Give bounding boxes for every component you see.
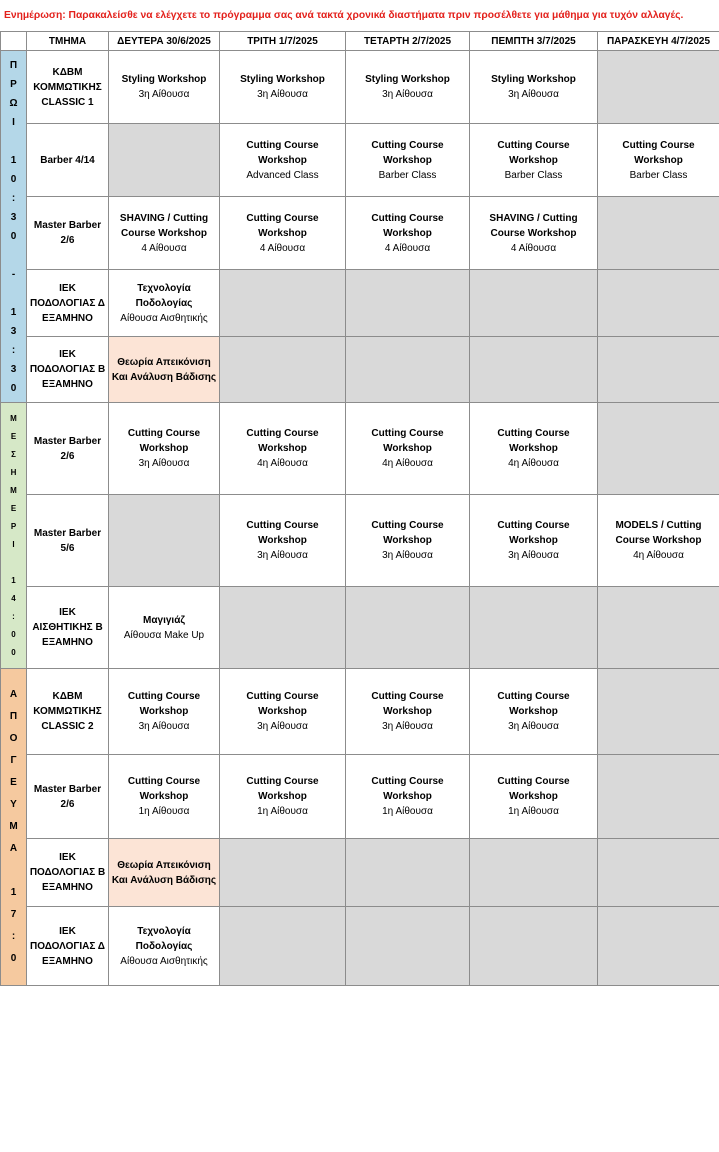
class-slot-tuesday (220, 755, 346, 839)
empty-slot-friday (598, 907, 719, 986)
course-room: 3η Αίθουσα (508, 550, 559, 561)
course-title: Θεωρία Απεικόνιση Και Ανάλυση Βάδισης (111, 356, 217, 383)
class-slot-monday (109, 839, 220, 907)
session-label-char: Π (9, 59, 18, 71)
course-title: Θεωρία Απεικόνιση Και Ανάλυση Βάδισης (111, 859, 217, 886)
course-room: 3η Αίθουσα (138, 89, 190, 100)
course-room: 1η Αίθουσα (382, 806, 433, 817)
class-slot-friday (598, 124, 719, 197)
session-label-char: Ο (9, 733, 18, 744)
course-title: Cutting Course Workshop (497, 691, 570, 717)
session-label-char: 1 (10, 306, 17, 318)
class-slot-tuesday (220, 495, 346, 587)
header-row (1, 32, 719, 51)
course-room: 4 Αίθουσα (384, 242, 431, 254)
empty-slot-tuesday (220, 587, 346, 669)
course-title: Cutting Course Workshop (246, 691, 319, 717)
empty-slot-wednesday (346, 907, 470, 986)
course-title: Styling Workshop (121, 74, 207, 85)
group-name: Master Barber 5/6 (27, 495, 109, 587)
class-slot-thursday (470, 495, 598, 587)
table-row (1, 270, 719, 337)
class-slot-thursday (470, 51, 598, 124)
class-slot-wednesday (346, 755, 470, 839)
class-slot-wednesday (346, 669, 470, 755)
course-title: Μαγιγιάζ (143, 614, 185, 626)
course-title: Cutting Course Workshop (371, 212, 444, 239)
group-name: ΙΕΚ ΠΟΔΟΛΟΓΙΑΣ Δ ΕΞΑΜΗΝΟ (27, 907, 109, 986)
empty-slot-friday (598, 270, 719, 337)
course-title: Cutting Course Workshop (246, 212, 319, 239)
course-title: Cutting Course Workshop (246, 776, 319, 802)
class-slot-wednesday (346, 495, 470, 587)
course-room: 3η Αίθουσα (257, 721, 308, 732)
course-title: Cutting Course Workshop (246, 428, 319, 454)
session-label-char: : (11, 931, 16, 942)
class-slot-monday (109, 669, 220, 755)
course-room: 1η Αίθουσα (508, 806, 559, 817)
schedule-table (0, 31, 719, 986)
class-slot-thursday (470, 669, 598, 755)
session-label-char: 0 (10, 173, 17, 185)
course-title: Cutting Course Workshop (246, 139, 319, 166)
course-title: Styling Workshop (365, 74, 450, 85)
session-label-char: 3 (10, 363, 17, 375)
table-row (1, 755, 719, 839)
session-label-char: Α (9, 689, 18, 700)
class-slot-thursday (470, 403, 598, 495)
course-room: 4 Αίθουσα (259, 242, 306, 254)
session-label-char: 0 (11, 647, 16, 657)
empty-slot-friday (598, 337, 719, 403)
session-label-char (3, 132, 24, 151)
course-room: 3η Αίθουσα (508, 89, 559, 100)
group-name: ΙΕΚ ΠΟΔΟΛΟΓΙΑΣ Β ΕΞΑΜΗΝΟ (27, 839, 109, 907)
session-label-char: : (11, 192, 16, 204)
session-label-char: 0 (10, 230, 17, 242)
empty-slot-wednesday (346, 337, 470, 403)
course-room: 4 Αίθουσα (510, 242, 557, 254)
course-title: Cutting Course Workshop (497, 139, 570, 166)
session-label-char: 0 (10, 382, 17, 394)
session-label-char: Μ (10, 485, 17, 495)
session-label-char: Μ (10, 413, 17, 423)
table-row (1, 403, 719, 495)
session-label-2 (1, 669, 27, 986)
session-label-char: 3 (10, 325, 17, 337)
course-title: Styling Workshop (491, 74, 576, 85)
course-room: 4η Αίθουσα (257, 458, 308, 469)
header-tuesday: ΤΡΙΤΗ 1/7/2025 (220, 32, 346, 51)
course-title: Cutting Course Workshop (371, 691, 444, 717)
session-label-char: 3 (10, 211, 17, 223)
course-room: 3η Αίθουσα (257, 550, 308, 561)
corner-cell (1, 32, 27, 51)
course-title: Styling Workshop (240, 74, 325, 85)
course-room: Αίθουσα Make Up (123, 629, 205, 641)
session-label-char (3, 860, 24, 882)
session-label-char (3, 554, 24, 572)
class-slot-wednesday (346, 51, 470, 124)
session-label-char: Ε (10, 777, 17, 788)
empty-slot-friday (598, 669, 719, 755)
course-room: 4η Αίθουσα (633, 550, 684, 561)
course-room: 3η Αίθουσα (257, 89, 308, 100)
empty-slot-wednesday (346, 839, 470, 907)
course-room: Advanced Class (246, 169, 319, 181)
session-label-char: Ε (10, 503, 17, 513)
header-group: ΤΜΗΜΑ (27, 32, 109, 51)
empty-slot-tuesday (220, 907, 346, 986)
class-slot-tuesday (220, 124, 346, 197)
class-slot-monday (109, 51, 220, 124)
session-label-char: Ρ (10, 521, 17, 531)
session-label-char: : (12, 611, 15, 621)
class-slot-thursday (470, 197, 598, 270)
course-room: 3η Αίθουσα (138, 458, 190, 469)
session-label-char: Υ (10, 799, 17, 810)
empty-slot-wednesday (346, 270, 470, 337)
empty-slot-monday (109, 495, 220, 587)
session-label-char: Μ (9, 821, 18, 832)
course-title: Cutting Course Workshop (127, 691, 201, 717)
course-room: 3η Αίθουσα (508, 721, 559, 732)
session-label-char: Ι (12, 539, 15, 549)
table-row (1, 51, 719, 124)
course-title: Τεχνολογία Ποδολογίας (135, 925, 193, 952)
course-title: Cutting Course Workshop (497, 776, 570, 802)
session-label-char: 1 (11, 575, 16, 585)
class-slot-tuesday (220, 669, 346, 755)
table-row (1, 907, 719, 986)
class-slot-tuesday (220, 197, 346, 270)
course-room: 3η Αίθουσα (138, 721, 190, 732)
session-label-char: Σ (11, 449, 16, 459)
course-room: 3η Αίθουσα (382, 721, 433, 732)
table-row (1, 337, 719, 403)
course-room: Barber Class (504, 169, 563, 181)
course-room: 4η Αίθουσα (382, 458, 433, 469)
course-title: Cutting Course Workshop (127, 428, 201, 454)
course-title: Cutting Course Workshop (497, 428, 570, 454)
session-label-char: 1 (10, 887, 17, 898)
session-label-char: Η (10, 467, 17, 477)
session-label-char: Ρ (10, 78, 17, 90)
class-slot-monday (109, 587, 220, 669)
course-room: Αίθουσα Αισθητικής (120, 955, 208, 967)
class-slot-monday (109, 907, 220, 986)
course-room: 1η Αίθουσα (257, 806, 308, 817)
class-slot-tuesday (220, 51, 346, 124)
session-label-char: 7 (10, 909, 17, 920)
table-row (1, 124, 719, 197)
session-label-char: 0 (10, 953, 17, 964)
empty-slot-monday (109, 124, 220, 197)
session-label-char: 4 (11, 593, 16, 603)
empty-slot-tuesday (220, 270, 346, 337)
session-label-char: Π (9, 711, 18, 722)
table-row (1, 669, 719, 755)
course-title: Τεχνολογία Ποδολογίας (135, 282, 193, 309)
empty-slot-friday (598, 755, 719, 839)
course-title: Cutting Course Workshop (497, 520, 570, 546)
group-name: ΚΔΒΜ ΚΟΜΜΩΤΙΚΗΣ CLASSIC 1 (27, 51, 109, 124)
course-title: Cutting Course Workshop (371, 776, 444, 802)
header-wednesday: ΤΕΤΑΡΤΗ 2/7/2025 (346, 32, 470, 51)
course-title: Cutting Course Workshop (371, 428, 444, 454)
course-title: MODELS / Cutting Course Workshop (615, 520, 702, 546)
class-slot-monday (109, 197, 220, 270)
session-label-1 (1, 403, 27, 669)
class-slot-monday (109, 270, 220, 337)
session-label-char: Ω (9, 97, 18, 109)
table-row (1, 197, 719, 270)
course-room: 3η Αίθουσα (382, 550, 433, 561)
empty-slot-thursday (470, 907, 598, 986)
course-title: Cutting Course Workshop (622, 139, 695, 166)
course-room: 1η Αίθουσα (138, 806, 190, 817)
empty-slot-wednesday (346, 587, 470, 669)
session-label-char: Ε (10, 431, 17, 441)
session-label-char: 1 (10, 154, 17, 166)
course-title: Cutting Course Workshop (371, 520, 444, 546)
class-slot-thursday (470, 755, 598, 839)
course-room: 4 Αίθουσα (141, 242, 187, 254)
group-name: ΚΔΒΜ ΚΟΜΜΩΤΙΚΗΣ CLASSIC 2 (27, 669, 109, 755)
group-name: ΙΕΚ ΠΟΔΟΛΟΓΙΑΣ Β ΕΞΑΜΗΝΟ (27, 337, 109, 403)
group-name: ΙΕΚ ΑΙΣΘΗΤΙΚΗΣ Β ΕΞΑΜΗΝΟ (27, 587, 109, 669)
group-name: Master Barber 2/6 (27, 197, 109, 270)
course-room: 3η Αίθουσα (382, 89, 433, 100)
course-title: SHAVING / Cutting Course Workshop (489, 212, 578, 239)
header-thursday: ΠΕΜΠΤΗ 3/7/2025 (470, 32, 598, 51)
group-name: Master Barber 2/6 (27, 403, 109, 495)
empty-slot-friday (598, 587, 719, 669)
empty-slot-thursday (470, 587, 598, 669)
empty-slot-tuesday (220, 337, 346, 403)
header-monday: ΔΕΥΤΕΡΑ 30/6/2025 (109, 32, 220, 51)
table-row (1, 839, 719, 907)
empty-slot-thursday (470, 270, 598, 337)
session-label-0 (1, 51, 27, 403)
course-title: Cutting Course Workshop (371, 139, 444, 166)
empty-slot-tuesday (220, 839, 346, 907)
empty-slot-friday (598, 403, 719, 495)
course-room: Αίθουσα Αισθητικής (120, 312, 208, 324)
session-label-char: - (11, 268, 16, 280)
table-row (1, 587, 719, 669)
class-slot-monday (109, 337, 220, 403)
session-label-char: Α (9, 843, 18, 854)
group-name: Barber 4/14 (27, 124, 109, 197)
empty-slot-friday (598, 197, 719, 270)
course-title: SHAVING / Cutting Course Workshop (119, 212, 209, 239)
session-label-char: 0 (11, 629, 16, 639)
session-label-char (3, 246, 24, 265)
empty-slot-thursday (470, 839, 598, 907)
session-label-char: Γ (10, 755, 17, 766)
class-slot-thursday (470, 124, 598, 197)
class-slot-friday (598, 495, 719, 587)
group-name: Master Barber 2/6 (27, 755, 109, 839)
empty-slot-friday (598, 51, 719, 124)
table-row (1, 495, 719, 587)
session-label-char (3, 284, 24, 303)
session-label-char: : (11, 344, 16, 356)
course-room: Barber Class (378, 169, 437, 181)
update-notice: Ενημέρωση: Παρακαλείσθε να ελέγχετε το πρόγραμμα σας ανά τακτά χρονικά διαστήματα πριν προσέλθετε για μάθημα για τυχόν αλλαγές. (4, 9, 684, 21)
class-slot-wednesday (346, 124, 470, 197)
session-label-char: Ι (12, 116, 15, 128)
course-room: Barber Class (629, 169, 688, 181)
group-name: ΙΕΚ ΠΟΔΟΛΟΓΙΑΣ Δ ΕΞΑΜΗΝΟ (27, 270, 109, 337)
empty-slot-friday (598, 839, 719, 907)
header-friday: ΠΑΡΑΣΚΕΥΗ 4/7/2025 (598, 32, 719, 51)
empty-slot-thursday (470, 337, 598, 403)
class-slot-monday (109, 403, 220, 495)
class-slot-monday (109, 755, 220, 839)
course-title: Cutting Course Workshop (127, 776, 201, 802)
class-slot-wednesday (346, 403, 470, 495)
course-title: Cutting Course Workshop (246, 520, 319, 546)
class-slot-tuesday (220, 403, 346, 495)
course-room: 4η Αίθουσα (508, 458, 559, 469)
class-slot-wednesday (346, 197, 470, 270)
